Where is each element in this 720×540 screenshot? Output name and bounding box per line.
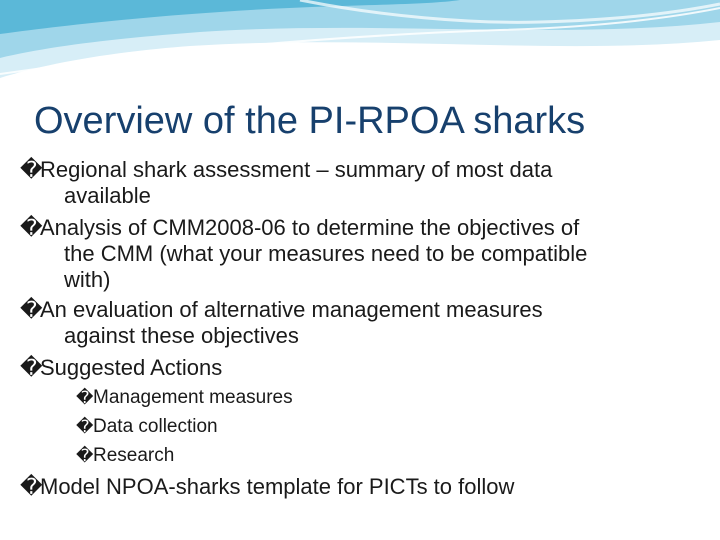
bullet-icon: �: [20, 298, 43, 323]
bullet-item: [20, 474, 514, 501]
bullet-icon: �: [20, 475, 43, 500]
bullet-continuation: [64, 267, 110, 293]
bullet-continuation: [64, 241, 587, 267]
bullet-icon: �: [76, 417, 94, 437]
bullet-continuation: [64, 183, 151, 209]
bullet-item: [20, 215, 579, 242]
bullet-text: An evaluation of alternative management measures: [40, 297, 543, 322]
bullet-text: Management measures: [93, 387, 293, 408]
bullet-text: Regional shark assessment – summary of most data: [40, 157, 553, 182]
bullet-icon: �: [20, 158, 43, 183]
bullet-continuation: [64, 323, 299, 349]
bullet-text: Model NPOA-sharks template for PICTs to follow: [40, 474, 515, 499]
slide-title: Overview of the PI-RPOA sharks: [34, 100, 586, 142]
bullet-text: the CMM (what your measures need to be compatible: [64, 241, 588, 266]
bullet-icon: �: [76, 446, 94, 466]
bullet-text: Suggested Actions: [40, 355, 223, 380]
bullet-icon: �: [20, 216, 43, 241]
bullet-text: Analysis of CMM2008-06 to determine the objectives of: [40, 215, 580, 240]
bullet-item: [20, 355, 222, 382]
bullet-text: Research: [93, 445, 175, 466]
bullet-icon: �: [20, 356, 43, 381]
bullet-item: [20, 297, 543, 324]
bullet-icon: �: [76, 388, 94, 408]
bullet-text: Data collection: [93, 416, 218, 437]
sub-bullet-item: [76, 444, 174, 468]
bullet-item: [20, 157, 552, 184]
sub-bullet-item: [76, 386, 293, 410]
bullet-text: with): [64, 267, 111, 292]
sub-bullet-item: [76, 415, 218, 439]
bullet-text: against these objectives: [64, 323, 299, 348]
bullet-text: available: [64, 183, 151, 208]
